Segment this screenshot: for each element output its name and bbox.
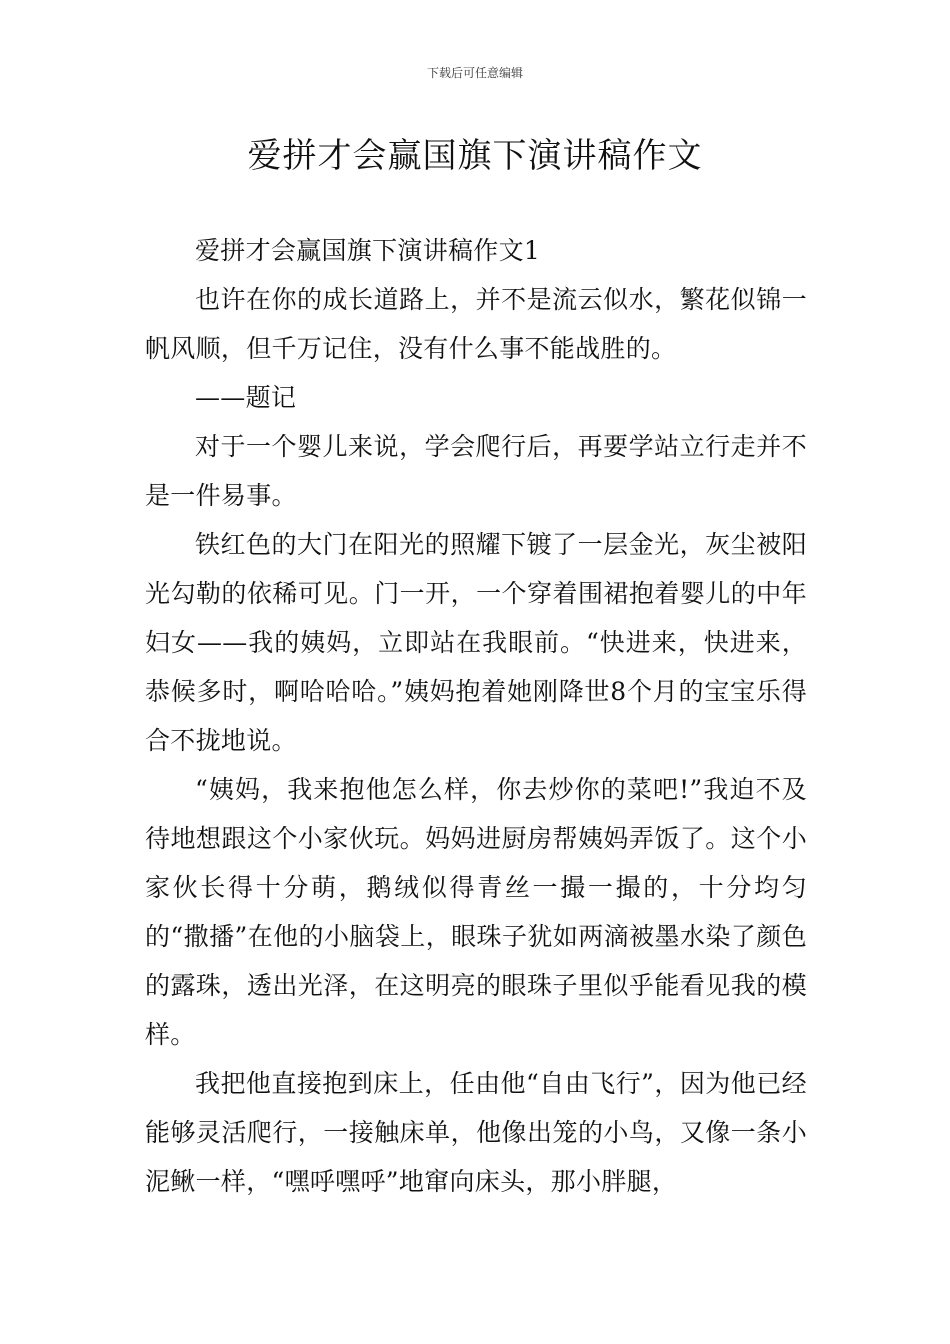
document-title: 爱拼才会赢国旗下演讲稿作文 <box>247 136 703 176</box>
paragraph: 我把他直接抱到床上，任由他“自由飞行”，因为他已经能够灵活爬行，一接触床单，他像出笼的小鸟，又像一条小泥鳅一样，“嘿呼嘿呼”地窜向床头，那小胖腿， <box>145 1069 807 1196</box>
document-body <box>145 226 807 1206</box>
epigraph-attribution: ——题记 <box>195 383 297 412</box>
section-heading: 爱拼才会赢国旗下演讲稿作文1 <box>195 236 541 265</box>
paragraph: 也许在你的成长道路上，并不是流云似水，繁花似锦一帆风顺，但千万记住，没有什么事不能战胜的。 <box>145 285 807 363</box>
paragraph: “姨妈，我来抱他怎么样，你去炒你的菜吧!”我迫不及待地想跟这个小家伙玩。妈妈进厨房帮姨妈弄饭了。这个小家伙长得十分萌，鹅绒似得青丝一撮一撮的，十分均匀的“撒播”在他的小脑袋上，眼珠子犹如两滴被墨水染了颜色的露珠，透出光泽，在这明亮的眼珠子里似乎能看见我的模样。 <box>145 775 807 1049</box>
paragraph: 铁红色的大门在阳光的照耀下镀了一层金光，灰尘被阳光勾勒的依稀可见。门一开，一个穿着围裙抱着婴儿的中年妇女——我的姨妈，立即站在我眼前。“快进来，快进来，恭候多时，啊哈哈哈。”姨妈抱着她刚降世8个月的宝宝乐得合不拢地说。 <box>145 530 807 755</box>
page-header-note: 下载后可任意编辑 <box>426 66 523 80</box>
paragraph: 对于一个婴儿来说，学会爬行后，再要学站立行走并不是一件易事。 <box>145 432 807 510</box>
